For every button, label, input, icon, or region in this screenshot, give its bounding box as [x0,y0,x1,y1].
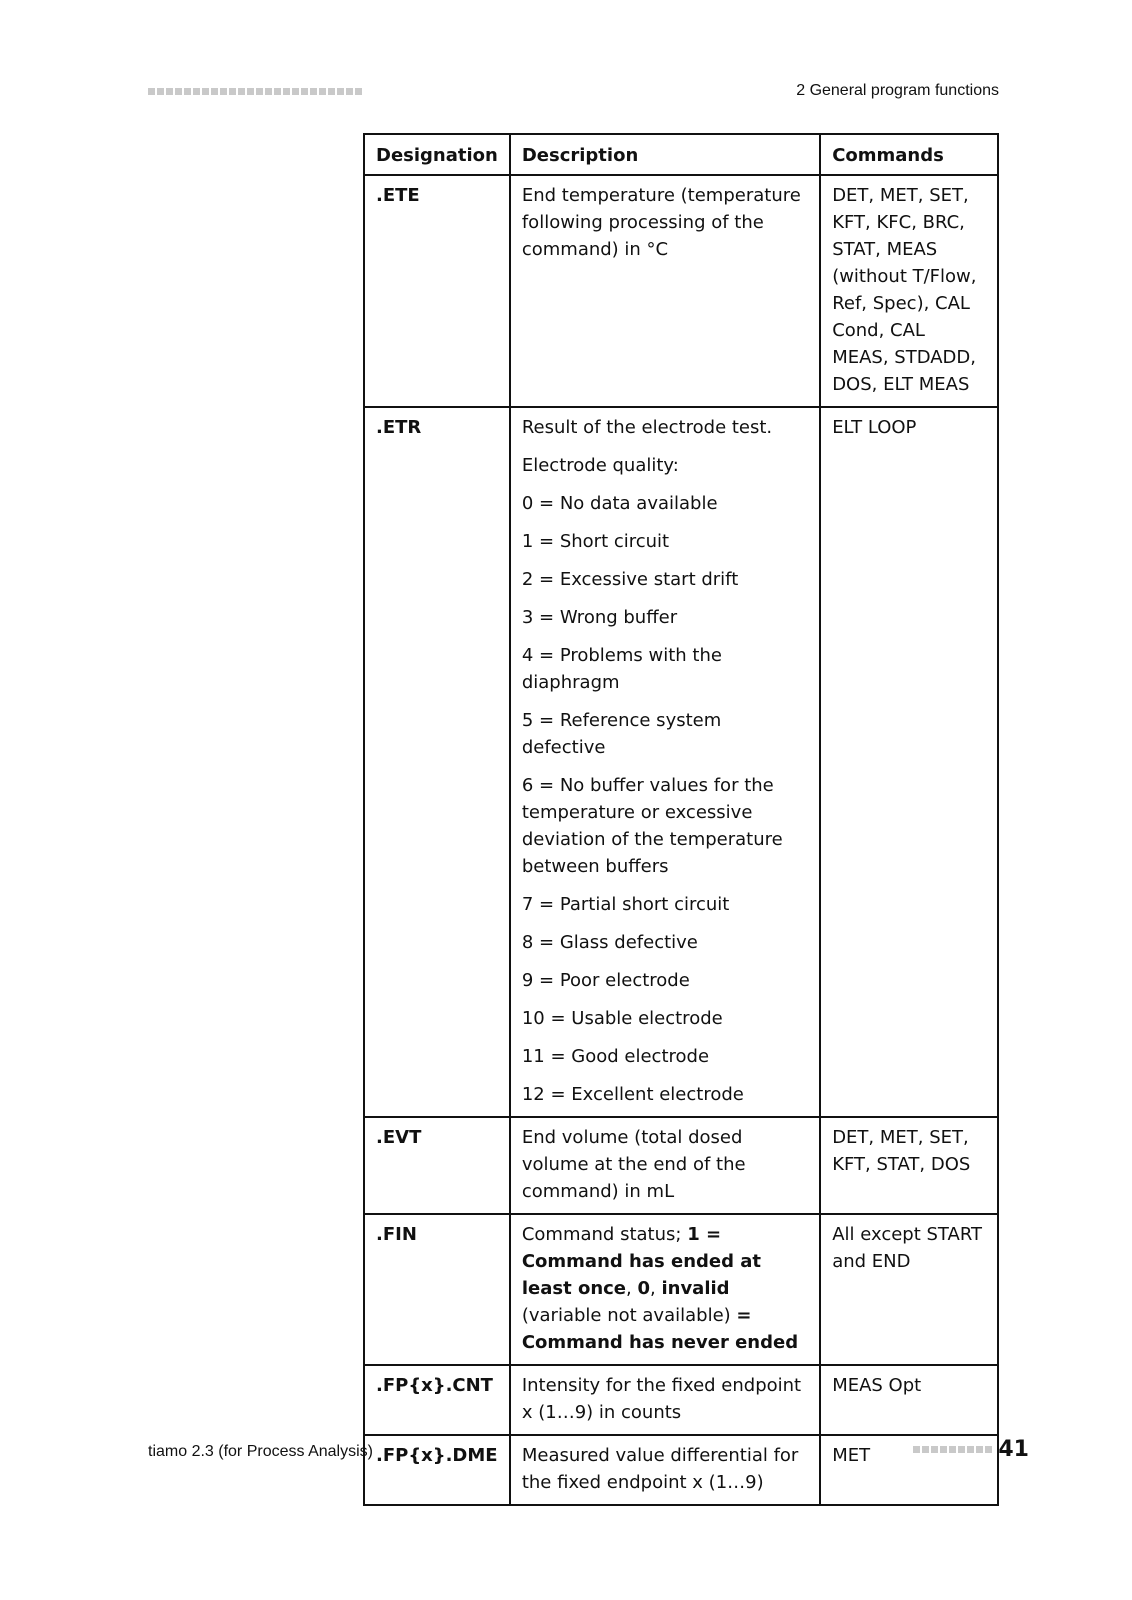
description-text: Electrode quality: [521,455,679,476]
column-header-commands: Commands [820,134,998,175]
designation-cell: .EVT [364,1117,510,1214]
bold-fragment: = Command has never ended [521,1305,799,1353]
quality-code: 0 = No data available [521,493,718,514]
description-text: End temperature (temperature following processing of the command) in °C [521,185,801,260]
chapter-title: 2 General program functions [796,82,999,99]
quality-code: 1 = Short circuit [521,531,670,552]
description-text [522,1221,808,1356]
designation-cell: .FIN [364,1214,510,1365]
description-cell [510,175,820,407]
table-row [364,175,998,407]
quality-code: 2 = Excessive start drift [521,569,739,590]
designation-cell: .ETE [364,175,510,407]
text-fragment: , [626,1278,638,1299]
page-number: 41 [998,1437,1029,1462]
table-row [364,407,998,1117]
description-cell [510,1117,820,1214]
text-fragment: (variable not available) [521,1305,737,1326]
description-text: Result of the electrode test. [521,417,773,438]
commands-cell: MET [820,1435,998,1505]
header-decoration [148,88,364,98]
text-fragment: Command status; [521,1224,688,1245]
quality-code: 8 = Glass defective [521,932,698,953]
table-header-row [364,134,998,175]
description-cell [510,1365,820,1435]
designation-cell: .ETR [364,407,510,1117]
page-footer [913,1437,1029,1462]
quality-code: 9 = Poor electrode [521,970,690,991]
quality-code: 7 = Partial short circuit [521,894,730,915]
description-cell [510,1435,820,1505]
table-row [364,1214,998,1365]
description-cell [510,1214,820,1365]
description-text: Measured value differential for the fixed endpoint x (1…9) [521,1445,799,1493]
quality-code: 6 = No buffer values for the temperature or excessive deviation of the temperature between buffers [521,775,783,877]
quality-code: 12 = Excellent electrode [521,1084,744,1105]
quality-code: 10 = Usable electrode [521,1008,723,1029]
commands-cell: ELT LOOP [820,407,998,1117]
commands-cell: MEAS Opt [820,1365,998,1435]
variables-table [363,133,999,1506]
column-header-description: Description [510,134,820,175]
quality-code: 5 = Reference system defective [521,710,722,758]
description-text: Intensity for the fixed endpoint x (1…9) in counts [521,1375,802,1423]
table-row [364,1365,998,1435]
footer-decoration [913,1446,992,1453]
quality-code: 3 = Wrong buffer [521,607,678,628]
table-row [364,1435,998,1505]
bold-fragment: invalid [661,1278,730,1299]
commands-cell: DET, MET, SET, KFT, KFC, BRC, STAT, MEAS (without T/Flow, Ref, Spec), CAL Cond, CAL MEAS, STDADD, DOS, ELT MEAS [820,175,998,407]
product-name: tiamo 2.3 (for Process Analysis) [148,1443,373,1460]
column-header-designation: Designation [364,134,510,175]
bold-fragment: 0 [637,1278,650,1299]
description-cell [510,407,820,1117]
description-text: End volume (total dosed volume at the end of the command) in mL [521,1127,746,1202]
designation-cell: .FP{x}.DME [364,1435,510,1505]
quality-code: 11 = Good electrode [521,1046,710,1067]
bold-fragment: 1 = Command has ended at least once [521,1224,762,1299]
text-fragment: , [650,1278,662,1299]
quality-code: 4 = Problems with the diaphragm [521,645,722,693]
commands-cell: DET, MET, SET, KFT, STAT, DOS [820,1117,998,1214]
designation-cell: .FP{x}.CNT [364,1365,510,1435]
table-row [364,1117,998,1214]
commands-cell: All except START and END [820,1214,998,1365]
